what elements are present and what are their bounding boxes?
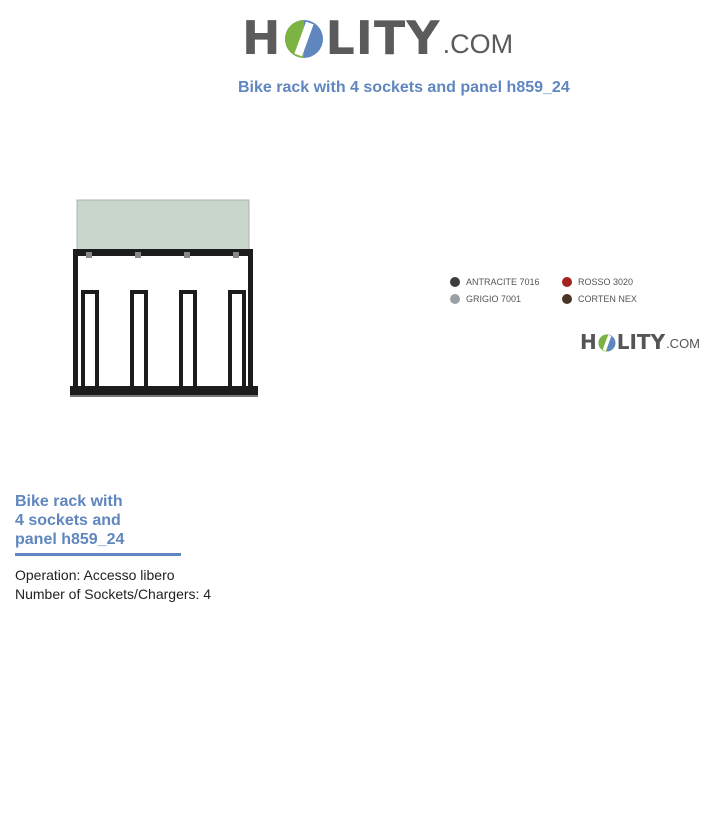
holity-logo-small <box>580 330 700 354</box>
product-title-line: 4 sockets and <box>15 512 121 529</box>
product-specs <box>15 566 211 604</box>
color-option <box>562 294 637 304</box>
spec-operation: Operation: Accesso libero <box>15 567 175 583</box>
logo-domain: .COM <box>442 29 514 59</box>
color-option-label: GRIGIO 7001 <box>466 294 522 304</box>
color-option-label: ROSSO 3020 <box>578 277 634 287</box>
holity-logo <box>242 12 513 64</box>
color-dot-icon <box>450 294 460 304</box>
page-title: Bike rack with 4 sockets and panel h859_24 <box>238 79 570 96</box>
color-option-label: CORTEN NEX <box>578 294 637 304</box>
logo-domain: .COM <box>666 336 701 351</box>
logo-letter-h: H <box>580 330 597 354</box>
color-dot-icon <box>562 294 572 304</box>
product-title-line: Bike rack with <box>15 493 123 510</box>
logo-word: LITY <box>616 330 666 354</box>
product-title <box>15 492 175 549</box>
color-option-label: ANTRACITE 7016 <box>466 277 540 287</box>
spec-sockets: Number of Sockets/Chargers: 4 <box>15 586 212 602</box>
color-dot-icon <box>450 277 460 287</box>
logo-o-icon <box>597 330 617 354</box>
color-option <box>450 294 521 304</box>
bike-rack-image <box>66 194 266 404</box>
color-option <box>450 277 540 287</box>
logo-letter-h: H <box>242 11 282 65</box>
product-title-line: panel h859_24 <box>15 531 125 548</box>
logo-o-icon <box>282 12 326 64</box>
color-option <box>562 277 633 287</box>
color-dot-icon <box>562 277 572 287</box>
title-underline <box>15 553 181 556</box>
logo-word: LITY <box>325 11 441 65</box>
